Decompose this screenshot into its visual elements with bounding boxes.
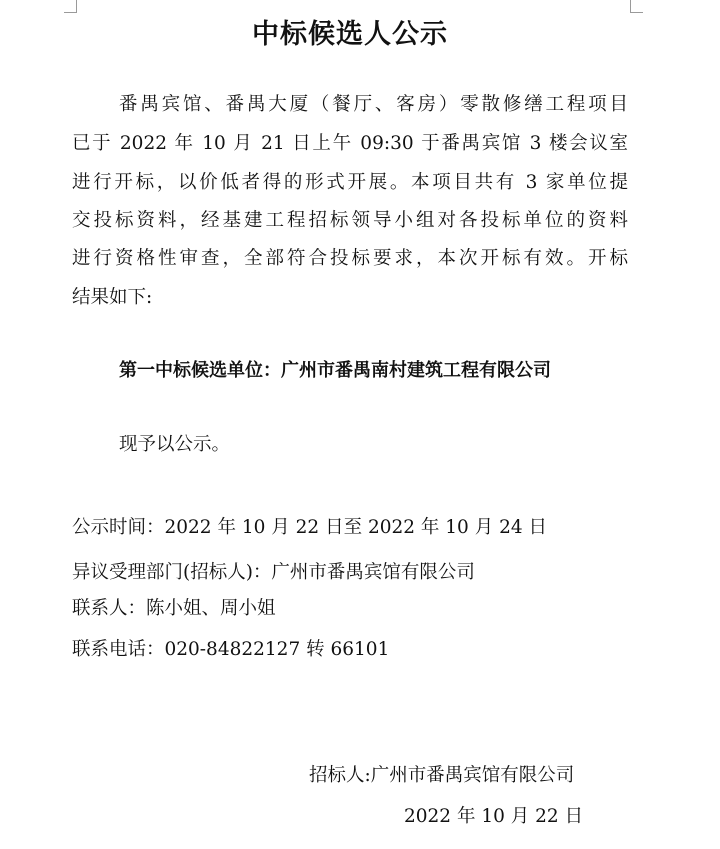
contact-phone: 联系电话：020-84822127 转 66101 xyxy=(72,639,390,660)
paragraph-line-5: 进行资格性审查，全部符合投标要求，本次开标有效。开标 xyxy=(72,248,628,269)
publicity-period: 公示时间：2022 年 10 月 22 日至 2022 年 10 月 24 日 xyxy=(72,517,548,538)
paragraph-line-6: 结果如下: xyxy=(72,287,153,308)
contact-persons: 联系人：陈小姐、周小姐 xyxy=(72,598,276,619)
document-title: 中标候选人公示 xyxy=(252,19,448,50)
winner-line: 第一中标候选单位：广州市番禺南村建筑工程有限公司 xyxy=(119,360,551,381)
announce-text: 现予以公示。 xyxy=(119,434,231,455)
issue-date: 2022 年 10 月 22 日 xyxy=(404,806,584,827)
issuer-signature: 招标人:广州市番禺宾馆有限公司 xyxy=(309,765,575,786)
paragraph-line-1: 番禺宾馆、番禺大厦（餐厅、客房）零散修缮工程项目 xyxy=(119,94,628,115)
paragraph-line-3: 进行开标，以价低者得的形式开展。本项目共有 3 家单位提 xyxy=(72,172,628,193)
objection-department: 异议受理部门(招标人)：广州市番禺宾馆有限公司 xyxy=(72,562,475,583)
paragraph-line-4: 交投标资料，经基建工程招标领导小组对各投标单位的资料 xyxy=(72,210,628,231)
paragraph-line-2: 已于 2022 年 10 月 21 日上午 09:30 于番禺宾馆 3 楼会议室 xyxy=(72,133,628,154)
